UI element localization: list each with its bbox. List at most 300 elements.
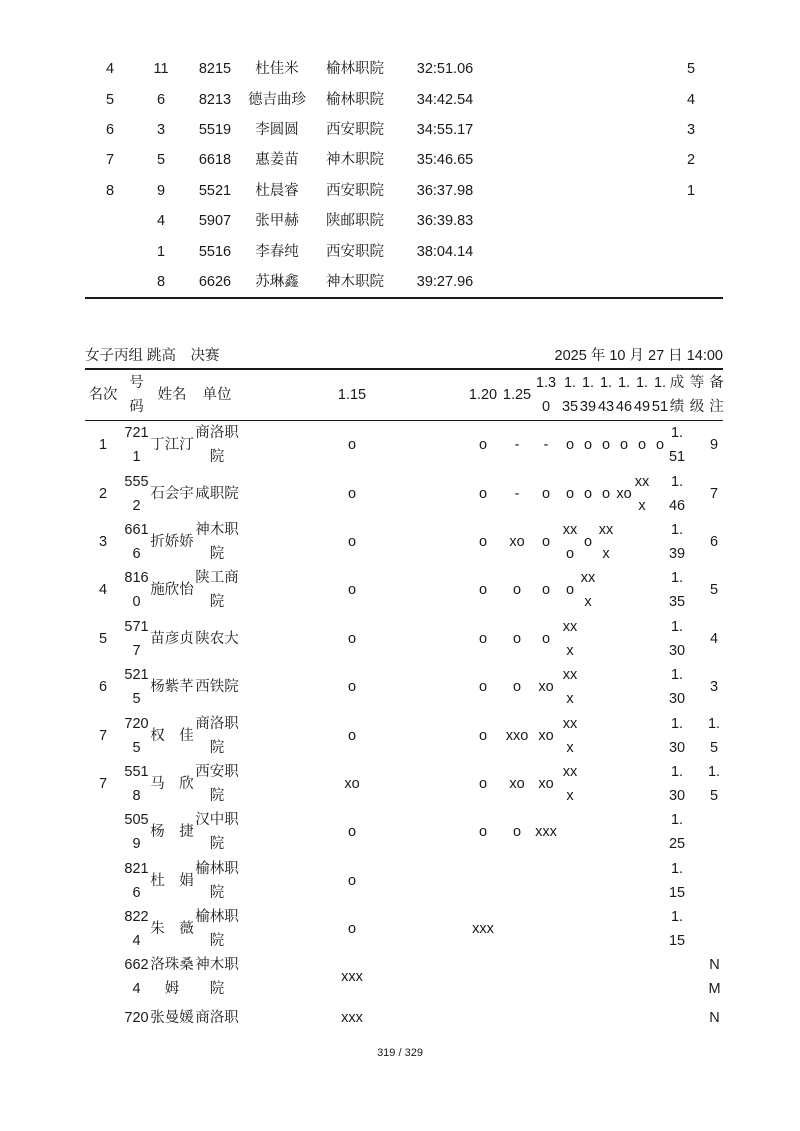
cell-attempt [462, 518, 504, 566]
cell-bib-text: 8215 [198, 61, 232, 78]
header-unit [192, 370, 242, 420]
cell-attempt [562, 905, 578, 953]
cell-attempt [504, 566, 530, 614]
cell-grade [684, 953, 710, 1001]
cell-name-text: 权 佳 [150, 727, 194, 744]
cell-rank [85, 236, 135, 266]
cell-result [670, 808, 684, 856]
cell-result-text: 1. 30 [668, 618, 686, 659]
cell-attempt [562, 663, 578, 711]
cell-attempt [562, 566, 578, 614]
cell-attempt-text: o [478, 727, 488, 744]
cell-score-text: 1 [686, 182, 696, 199]
header-result-text: 成 绩 [669, 375, 685, 415]
cell-rank [85, 711, 121, 759]
header-height [530, 370, 562, 420]
cell-attempt [578, 1002, 598, 1034]
cell-rank [85, 808, 121, 856]
cell-name-text: 张甲赫 [255, 213, 299, 230]
cell-bib [121, 566, 152, 614]
high-jump-results-table [85, 370, 723, 1034]
cell-name [152, 566, 192, 614]
cell-unit [192, 905, 242, 953]
cell-bib [187, 206, 243, 236]
cell-attempt-text: o [347, 872, 357, 889]
header-height [562, 370, 578, 420]
previous-results-table [85, 54, 723, 299]
cell-name-text: 李圆圆 [255, 121, 299, 138]
result-row [85, 1002, 723, 1034]
cell-bib [187, 54, 243, 84]
cell-attempt [578, 905, 598, 953]
cell-attempt-text: xo [509, 533, 525, 550]
event-datetime: 2025 年 10 月 27 日 14:00 [554, 348, 723, 364]
cell-rank-text: 7 [98, 775, 108, 792]
cell-attempt [614, 1002, 634, 1034]
cell-attempt [578, 469, 598, 517]
cell-attempt [462, 808, 504, 856]
result-row [85, 905, 723, 953]
cell-bib-text: 816 0 [124, 570, 149, 611]
cell-rank [85, 1002, 121, 1034]
cell-attempt [614, 518, 634, 566]
cell-rank [85, 566, 121, 614]
cell-result-text: 1. 35 [668, 570, 686, 611]
cell-attempt [504, 953, 530, 1001]
cell-unit [192, 566, 242, 614]
result-row [85, 711, 723, 759]
header-height-text: 1. 35 [561, 375, 579, 415]
cell-attempt [462, 905, 504, 953]
cell-attempt [462, 953, 504, 1001]
header-bib-text: 号 码 [129, 375, 144, 415]
cell-attempt [530, 566, 562, 614]
cell-attempt-text: xxo [505, 727, 529, 744]
cell-attempt [242, 711, 462, 759]
cell-attempt-text: o [347, 582, 357, 599]
cell-score [659, 84, 723, 114]
cell-attempt [614, 760, 634, 808]
cell-bib-text: 5907 [198, 213, 232, 230]
result-row [85, 469, 723, 517]
cell-name [243, 236, 311, 266]
cell-spacer [491, 206, 659, 236]
cell-result-text: 1. 30 [668, 763, 686, 804]
cell-spacer [491, 176, 659, 206]
cell-rank-text: 7 [105, 152, 115, 169]
cell-result [670, 469, 684, 517]
cell-attempt-text: o [347, 533, 357, 550]
cell-grade-text: 7 [709, 485, 719, 502]
cell-bib [121, 857, 152, 905]
cell-grade [684, 518, 719, 566]
cell-unit-text: 咸职院 [195, 485, 239, 502]
cell-attempt [598, 808, 614, 856]
page-number: 319 / 329 [377, 1047, 423, 1059]
cell-attempt [634, 711, 650, 759]
cell-rank-text: 6 [105, 121, 115, 138]
cell-attempt-text: xx x [562, 715, 578, 756]
cell-result-text: 1. 51 [668, 425, 686, 466]
cell-attempt [614, 953, 634, 1001]
cell-unit-text: 神木职 院 [195, 957, 239, 998]
cell-bib-text: 821 6 [124, 860, 149, 901]
cell-remark-text: N [709, 1009, 720, 1026]
cell-score [659, 176, 723, 206]
cell-attempt [598, 953, 614, 1001]
cell-spacer [491, 236, 659, 266]
cell-name [243, 115, 311, 145]
cell-lane [135, 206, 187, 236]
cell-result [670, 905, 684, 953]
cell-unit-text: 陕农大 [195, 630, 239, 647]
cell-grade-text: 3 [709, 679, 719, 696]
header-height-text: 1. 46 [615, 375, 633, 415]
cell-attempt-text: xxx [535, 824, 557, 841]
cell-attempt [614, 711, 634, 759]
cell-result [670, 566, 684, 614]
cell-unit [192, 1002, 242, 1034]
cell-attempt [650, 808, 670, 856]
cell-attempt [462, 469, 504, 517]
cell-attempt [650, 566, 670, 614]
cell-bib [121, 469, 152, 517]
cell-attempt [242, 566, 462, 614]
cell-attempt [598, 905, 614, 953]
cell-attempt [530, 953, 562, 1001]
cell-lane-text: 11 [153, 61, 169, 78]
cell-score [659, 115, 723, 145]
cell-spacer [491, 145, 659, 175]
cell-name [243, 206, 311, 236]
cell-time-text: 35:46.65 [416, 152, 474, 169]
cell-lane [135, 145, 187, 175]
event-title: 女子丙组 跳高 决赛 [85, 348, 220, 364]
cell-name [152, 808, 192, 856]
cell-attempt [634, 469, 650, 517]
result-row [85, 54, 723, 84]
cell-attempt [634, 421, 650, 469]
cell-bib-text: 6626 [198, 273, 232, 290]
cell-attempt [462, 1002, 504, 1034]
cell-unit-text: 神木职院 [326, 273, 384, 290]
cell-grade-text: 5 [709, 582, 719, 599]
result-row [85, 115, 723, 145]
cell-attempt [578, 566, 598, 614]
cell-grade-text: 9 [709, 437, 719, 454]
header-height-text: 1. 51 [651, 375, 669, 415]
cell-result [670, 663, 684, 711]
cell-bib-text: 721 1 [124, 425, 149, 466]
cell-bib [187, 84, 243, 114]
header-grade-text: 等 级 [689, 375, 705, 415]
cell-name-text: 朱 薇 [150, 921, 194, 938]
cell-attempt [614, 615, 634, 663]
cell-attempt [504, 518, 530, 566]
cell-attempt [562, 469, 578, 517]
cell-grade-text: 1. 5 [707, 763, 721, 804]
cell-unit [311, 176, 399, 206]
cell-remark [710, 857, 723, 905]
cell-rank [85, 145, 135, 175]
cell-attempt-text: o [637, 437, 647, 454]
cell-unit [311, 236, 399, 266]
cell-attempt [598, 518, 614, 566]
cell-unit-text: 商洛职 [195, 1009, 239, 1026]
cell-attempt [242, 905, 462, 953]
result-row [85, 206, 723, 236]
cell-name-text: 丁江汀 [150, 437, 194, 454]
header-height [242, 370, 462, 420]
cell-attempt-text: xo [538, 679, 554, 696]
cell-unit-text: 西安职院 [326, 243, 384, 260]
cell-attempt [634, 808, 650, 856]
cell-name [243, 267, 311, 297]
cell-attempt [598, 760, 614, 808]
cell-attempt-text: o [478, 630, 488, 647]
cell-time-text: 34:55.17 [416, 121, 474, 138]
cell-attempt [530, 421, 562, 469]
cell-name [152, 760, 192, 808]
cell-bib-text: 5519 [198, 121, 232, 138]
cell-rank-text: 2 [98, 485, 108, 502]
cell-attempt [634, 905, 650, 953]
header-result [670, 370, 684, 420]
cell-attempt-text: xx x [634, 473, 650, 514]
cell-rank [85, 115, 135, 145]
cell-grade-text: 4 [709, 630, 719, 647]
cell-unit [192, 663, 242, 711]
cell-attempt-text: o [512, 824, 522, 841]
cell-unit-text: 西安职院 [326, 182, 384, 199]
cell-time-text: 36:39.83 [416, 213, 474, 230]
cell-lane-text: 8 [156, 273, 166, 290]
cell-attempt-text: o [619, 437, 629, 454]
cell-attempt-text: o [347, 824, 357, 841]
header-unit-text: 单位 [202, 387, 232, 403]
header-height-text: 1. 43 [597, 375, 615, 415]
cell-name [152, 518, 192, 566]
cell-attempt-text: o [541, 485, 551, 502]
cell-attempt-text: o [512, 630, 522, 647]
cell-rank [85, 953, 121, 1001]
cell-unit-text: 商洛职 院 [195, 425, 239, 466]
cell-name-text: 德吉曲珍 [248, 91, 306, 108]
cell-rank-text: 5 [98, 630, 108, 647]
cell-attempt [578, 518, 598, 566]
cell-attempt-text: xxx [472, 921, 494, 938]
header-height [578, 370, 598, 420]
cell-attempt [578, 760, 598, 808]
header-grade [684, 370, 710, 420]
cell-attempt-text: - [514, 485, 520, 502]
cell-lane-text: 5 [156, 152, 166, 169]
cell-bib-text: 551 8 [124, 763, 149, 804]
cell-attempt [562, 857, 578, 905]
cell-attempt-text: o [347, 727, 357, 744]
cell-rank [85, 176, 135, 206]
cell-attempt-text: - [514, 437, 520, 454]
cell-attempt [578, 808, 598, 856]
cell-result [670, 421, 684, 469]
cell-attempt [504, 857, 530, 905]
result-row [85, 615, 723, 663]
header-rank-text: 名次 [88, 387, 118, 403]
cell-rank-text: 6 [98, 679, 108, 696]
cell-bib [121, 663, 152, 711]
cell-attempt [650, 421, 670, 469]
cell-bib [187, 236, 243, 266]
cell-rank [85, 615, 121, 663]
cell-rank [85, 905, 121, 953]
cell-unit [311, 145, 399, 175]
cell-name-text: 洛珠桑 姆 [150, 957, 194, 998]
cell-name-text: 惠姜苗 [255, 152, 299, 169]
cell-time [399, 236, 491, 266]
cell-attempt-text: xo [344, 775, 360, 792]
cell-attempt-text: xx x [598, 521, 614, 562]
cell-result [670, 1002, 684, 1034]
cell-attempt-text: o [655, 437, 665, 454]
cell-time [399, 84, 491, 114]
cell-attempt [242, 518, 462, 566]
cell-bib [121, 760, 152, 808]
cell-unit [311, 84, 399, 114]
cell-attempt [598, 469, 614, 517]
cell-spacer [491, 115, 659, 145]
cell-bib [121, 615, 152, 663]
cell-rank [85, 267, 135, 297]
cell-attempt [462, 760, 504, 808]
cell-attempt-text: xxx [341, 1009, 363, 1026]
cell-score [659, 145, 723, 175]
cell-remark [710, 905, 723, 953]
cell-attempt [462, 421, 504, 469]
cell-attempt [634, 1002, 650, 1034]
cell-remark [710, 1002, 723, 1034]
cell-attempt-text: o [565, 437, 575, 454]
cell-name [243, 54, 311, 84]
cell-rank-text: 8 [105, 182, 115, 199]
cell-score-text: 2 [686, 152, 696, 169]
cell-attempt-text: o [601, 485, 611, 502]
cell-unit [192, 421, 242, 469]
cell-attempt [462, 711, 504, 759]
cell-attempt [242, 808, 462, 856]
cell-attempt-text: o [565, 485, 575, 502]
cell-unit [192, 518, 242, 566]
cell-bib-text: 6618 [198, 152, 232, 169]
cell-attempt-text: o [512, 679, 522, 696]
cell-unit [192, 857, 242, 905]
result-row [85, 421, 723, 469]
cell-result-text: 1. 15 [668, 860, 686, 901]
cell-lane [135, 176, 187, 206]
cell-attempt [530, 469, 562, 517]
cell-attempt-text: o [541, 630, 551, 647]
cell-attempt [530, 615, 562, 663]
cell-attempt-text: xx x [562, 667, 578, 708]
cell-attempt [462, 566, 504, 614]
cell-time [399, 206, 491, 236]
cell-attempt [530, 711, 562, 759]
cell-name-text: 杜佳米 [255, 61, 299, 78]
cell-rank [85, 84, 135, 114]
cell-name [152, 857, 192, 905]
header-height-text: 1.20 [468, 387, 498, 403]
cell-grade [684, 1002, 710, 1034]
cell-bib [121, 808, 152, 856]
cell-unit-text: 陕工商 院 [195, 570, 239, 611]
cell-rank-text: 5 [105, 91, 115, 108]
cell-attempt-text: o [541, 533, 551, 550]
cell-rank-text: 1 [98, 437, 108, 454]
cell-attempt [578, 857, 598, 905]
cell-attempt [504, 808, 530, 856]
cell-rank-text: 4 [98, 582, 108, 599]
cell-remark [710, 808, 723, 856]
cell-attempt-text: o [347, 485, 357, 502]
header-height [614, 370, 634, 420]
cell-name-text: 马 欣 [150, 775, 194, 792]
cell-attempt [562, 808, 578, 856]
cell-spacer [491, 54, 659, 84]
cell-attempt-text: xx x [562, 763, 578, 804]
header-height [462, 370, 504, 420]
cell-unit-text: 商洛职 院 [195, 715, 239, 756]
cell-unit [311, 54, 399, 84]
cell-rank [85, 469, 121, 517]
cell-bib-text: 720 5 [124, 715, 149, 756]
header-rank [85, 370, 121, 420]
result-row [85, 953, 723, 1001]
cell-attempt [614, 566, 634, 614]
cell-attempt [242, 469, 462, 517]
cell-name [243, 84, 311, 114]
cell-unit [192, 469, 242, 517]
cell-bib-text: 521 5 [124, 667, 149, 708]
cell-rank-text: 7 [98, 727, 108, 744]
cell-bib [121, 953, 152, 1001]
cell-attempt [530, 905, 562, 953]
cell-grade [684, 905, 710, 953]
cell-spacer [491, 84, 659, 114]
cell-attempt [530, 518, 562, 566]
cell-attempt-text: o [541, 582, 551, 599]
cell-unit-text: 西安职院 [326, 121, 384, 138]
cell-bib-text: 555 2 [124, 473, 149, 514]
cell-attempt [562, 518, 578, 566]
cell-attempt-text: xxx [341, 969, 363, 986]
cell-attempt [634, 857, 650, 905]
cell-attempt-text: o [478, 437, 488, 454]
cell-attempt [650, 615, 670, 663]
cell-name-text: 折娇娇 [150, 533, 194, 550]
cell-attempt [614, 663, 634, 711]
cell-attempt [614, 808, 634, 856]
cell-attempt [504, 760, 530, 808]
cell-lane-text: 6 [156, 91, 166, 108]
cell-rank-text: 3 [98, 533, 108, 550]
cell-attempt [650, 663, 670, 711]
cell-remark-text: N M [708, 957, 721, 998]
cell-score [659, 54, 723, 84]
cell-attempt [650, 711, 670, 759]
cell-attempt [462, 615, 504, 663]
cell-rank [85, 760, 121, 808]
result-row [85, 857, 723, 905]
cell-attempt-text: o [347, 437, 357, 454]
